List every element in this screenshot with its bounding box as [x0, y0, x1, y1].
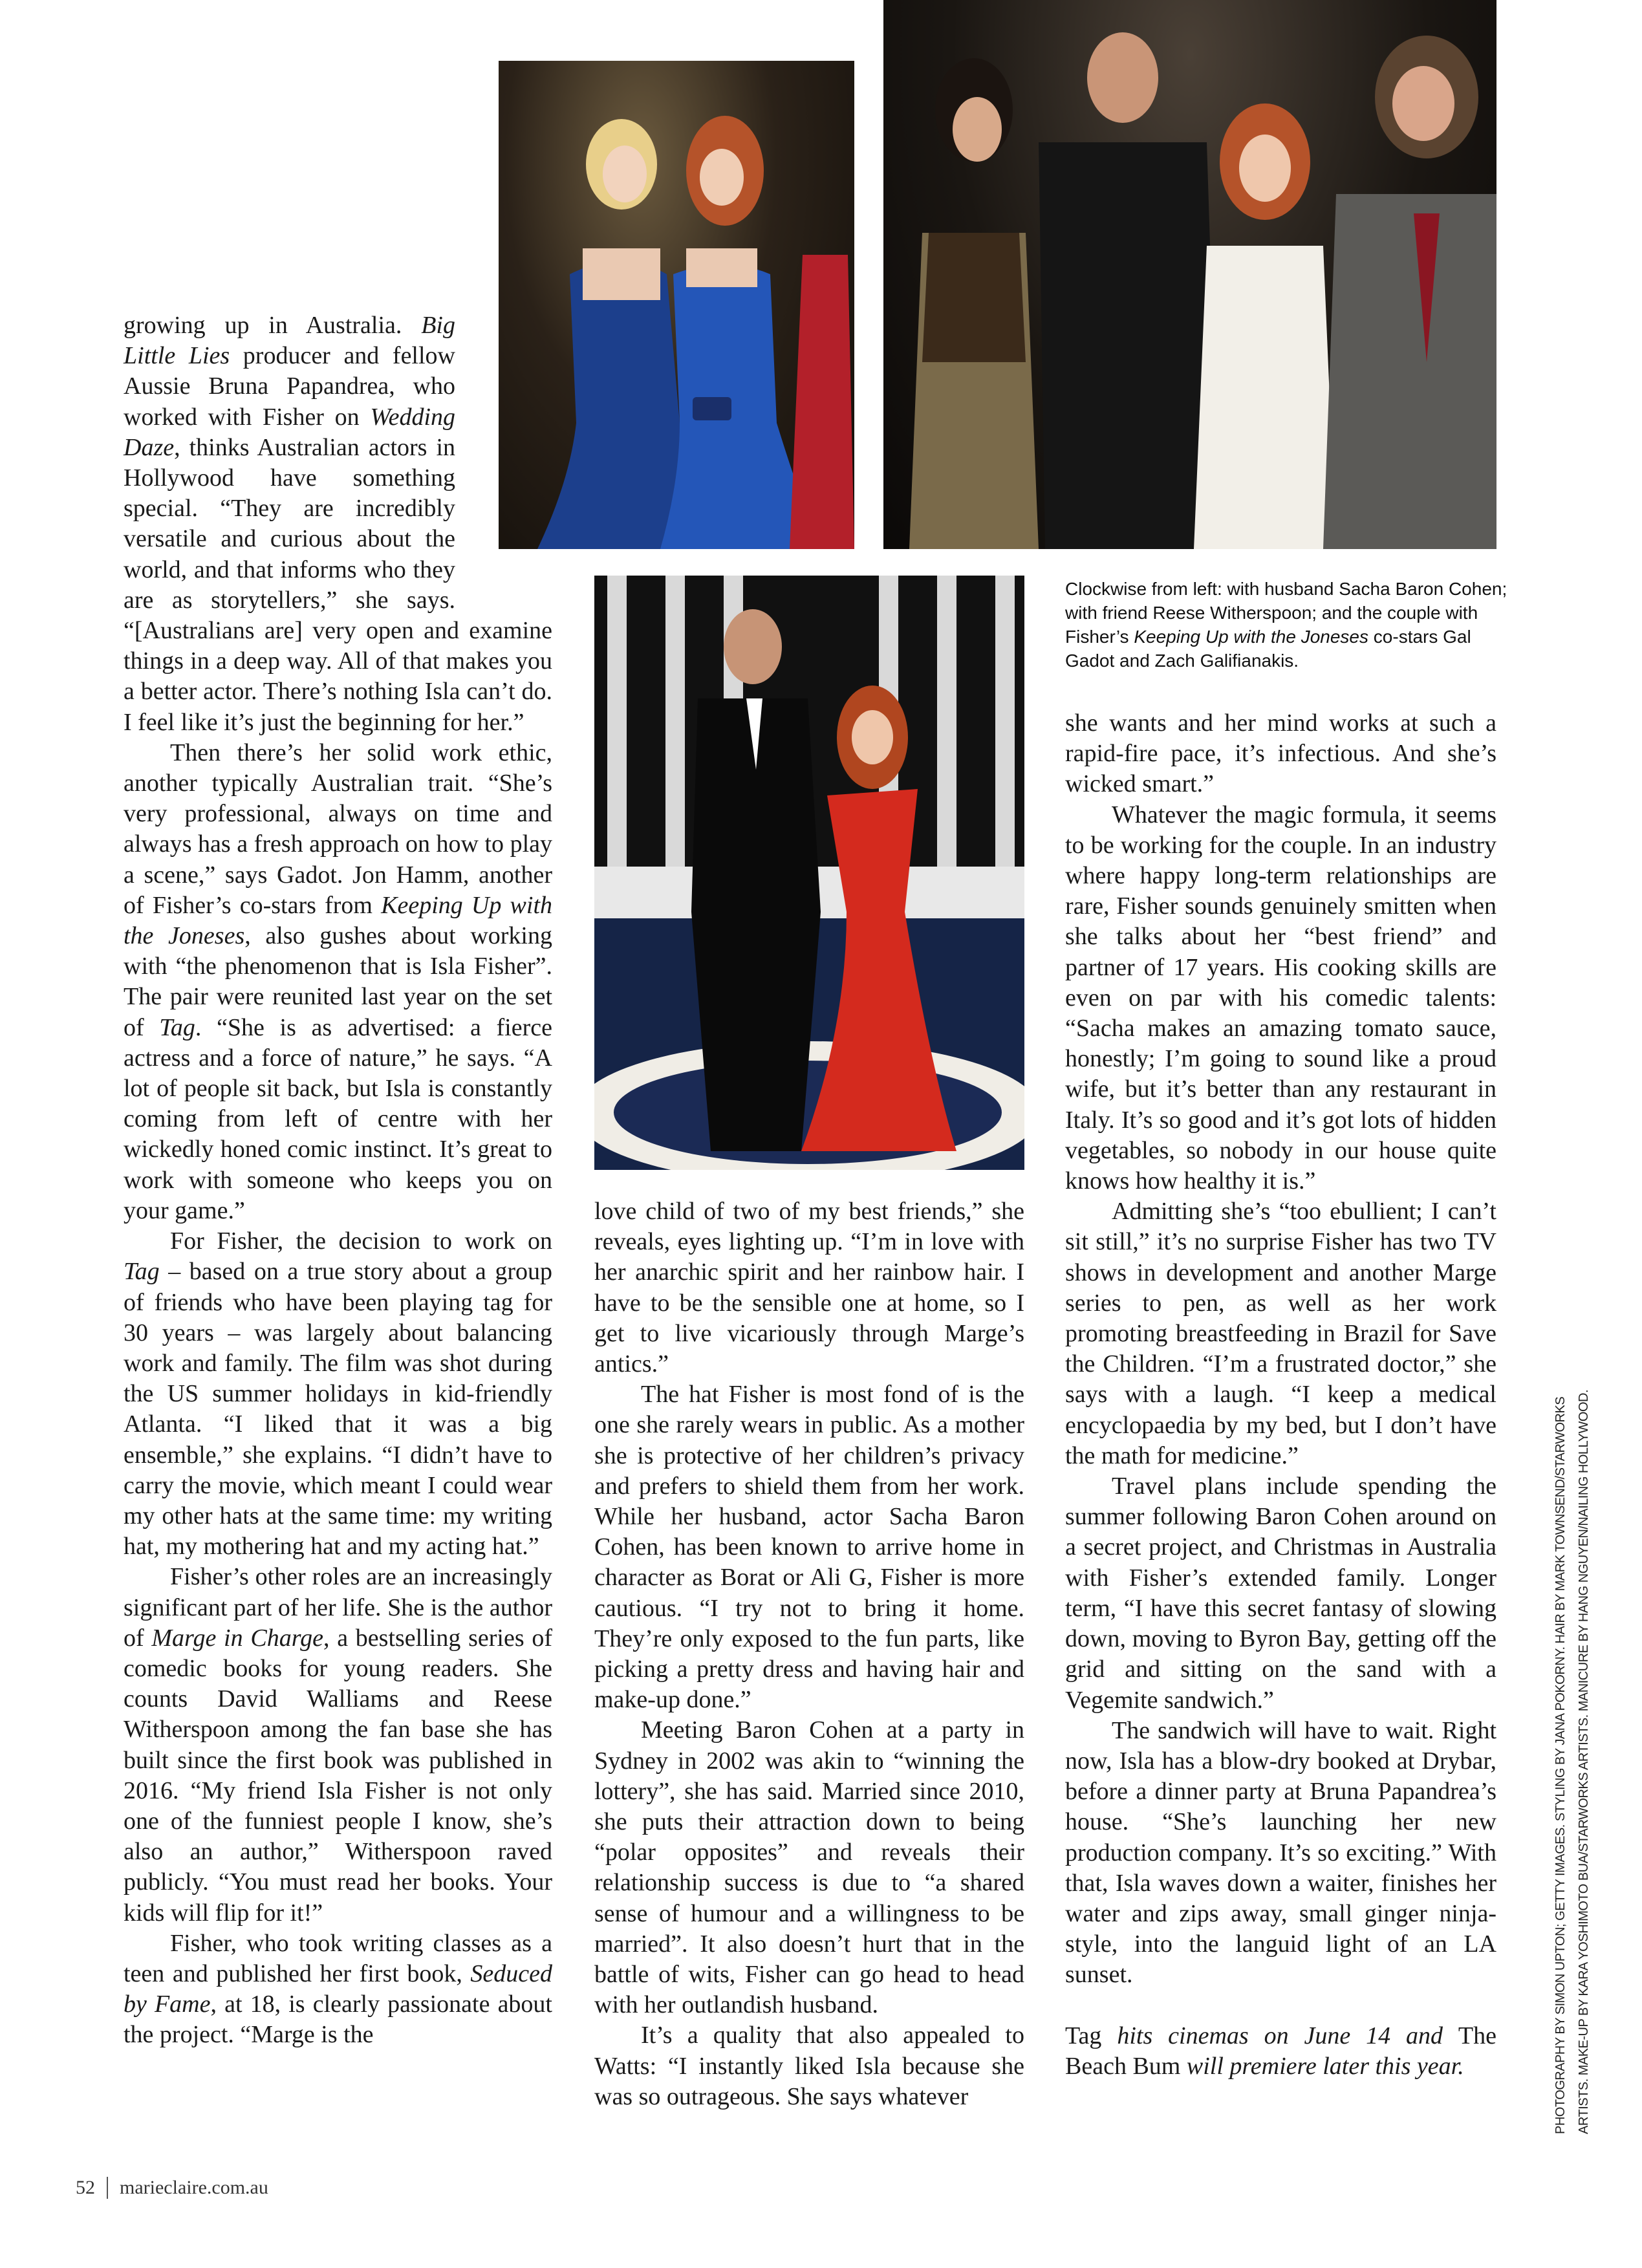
text-run: , a bestselling series of comedic books for young readers. She counts David Walliams and Reese Witherspoon among the fan base she has built since the first book was published in 2016. “My friend Isla Fisher is not only one of the funniest people I know, she’s also an author,” Witherspoon raved publicly. “You must read her books. Your kids will flip for it!” — [124, 1624, 553, 1927]
text-run: , at 18, is clearly passionate about the project. “Marge is the — [124, 1991, 552, 2049]
text-run: , thinks Australian actors in Hollywood have something special. “They are incredibly versatile and curious about the world, and that informs who they are as storytellers,” she says. “[Australians are] very open and examine things in a deep way. All of that makes you a better actor. There’s nothing Isla can’t do. I feel like it’s just the beginning for her.” — [124, 433, 552, 736]
text-run: For Fisher, the decision to work on — [170, 1227, 552, 1255]
photo-caption — [1065, 577, 1518, 673]
text-run: – based on a true story about a group of friends who have been playing tag for 30 years – was largely about balancing work and family. The film was shot during the US summer holidays in kid-friendly Atlanta. “I liked that it was a big ensemble,” she explains. “I didn’t have to carry the movie, which meant I could wear my other hats at the same time: my writing hat, my mothering hat and my acting hat.” — [124, 1258, 552, 1561]
text-run: Meeting Baron Cohen at a party in Sydney in 2002 was akin to “winning the lottery”, she has said. Married since 2010, she puts their attraction down to being “polar opposites” and reveals their relationship success is due to “a shared sense of humour and a willingness to be married”. It also doesn’t hurt that in the battle of wits, Fisher can go head to head with her outlandish husband. — [594, 1716, 1024, 2019]
text-run: she wants and her mind works at such a rapid-fire pace, it’s infectious. And she’s wicked smart.” — [1065, 709, 1496, 798]
italic-text: Marge in Charge — [151, 1624, 323, 1652]
text-run: co-stars Gal Gadot and Zach Galifianakis. — [1065, 627, 1471, 671]
article-column-2 — [594, 1196, 1024, 2112]
text-run: The hat Fisher is most fond of is the one she rarely wears in public. As a mother she is protective of her children’s privacy and prefers to shield them from her work. While her husband, actor Sacha Baron Cohen, has been known to arrive home in character as Borat or Ali G, Fisher is more cautious. “I try not to bring it home. They’re only exposed to the fun parts, like picking a pretty dress and having hair and make-up done.” — [594, 1381, 1024, 1714]
italic-text: will premiere later this year. — [1180, 2052, 1464, 2080]
text-run: . “She is as advertised: a fierce actress and a force of nature,” he says. “A lot of people sit back, but Isla is constantly coming from left of centre with her wickedly honed comic instinct. It’s great to work with someone who keeps you on your game.” — [124, 1013, 552, 1224]
photo-with-gal-gadot-and-zach-galifianakis — [883, 0, 1496, 549]
text-run: It’s a quality that also appealed to Watts: “I instantly liked Isla because she was so outrageous. She says whatever — [594, 2022, 1024, 2110]
article-paragraph — [124, 1562, 552, 1928]
photo-illustration — [594, 576, 1024, 1170]
site-url: marieclaire.com.au — [120, 2177, 268, 2198]
photo-with-sacha-baron-cohen — [594, 576, 1024, 1170]
article-paragraph — [594, 1379, 1024, 1715]
credits-line-1: PHOTOGRAPHY BY SIMON UPTON; GETTY IMAGES. STYLING BY JANA POKORNY. HAIR BY MARK TOWNSEND/STARWORKS — [1553, 1396, 1568, 2134]
article-paragraph — [1065, 800, 1496, 1197]
italic-text: Wedding Daze — [124, 403, 455, 461]
text-run: growing up in Australia. — [124, 312, 422, 339]
text-run: Tag — [1065, 2022, 1102, 2049]
article-paragraph — [124, 1928, 552, 2051]
article-paragraph — [594, 1196, 1024, 1379]
text-run: Fisher’s other roles are an increasingly significant part of her life. She is the author of — [124, 1563, 552, 1652]
text-run: , also gushes about working with “the phenomenon that is Isla Fisher”. The pair were reunited last year on the set of — [124, 922, 552, 1041]
footer-divider — [107, 2177, 108, 2199]
article-paragraph — [594, 1715, 1024, 2020]
text-run: love child of two of my best friends,” she reveals, eyes lighting up. “I’m in love with her anarchic spirit and her rainbow hair. I have to be the sensible one at home, so I get to live vicariously through Marge’s antics.” — [594, 1198, 1024, 1378]
italic-text: Seduced by Fame — [124, 1960, 552, 2018]
article-column-1 — [124, 310, 552, 2051]
article-paragraph — [1065, 1196, 1496, 1471]
page-footer — [76, 2177, 268, 2199]
article-column-3 — [1065, 708, 1496, 2082]
italic-text: Tag — [124, 1258, 160, 1286]
italic-text: Keeping Up with the Joneses — [124, 891, 552, 950]
credits-line-2: ARTISTS. MAKE-UP BY KARA YOSHIMOTO BUA/STARWORKS ARTISTS. MANICURE BY HANG NGUYEN/NAILING HOLLYWOOD. — [1577, 1390, 1591, 2134]
article-paragraph — [124, 1226, 552, 1562]
photo-illustration — [883, 0, 1496, 549]
text-run: Then there’s her solid work ethic, another typically Australian trait. “She’s very professional, always on time and always has a fresh approach on how to play a scene,” says Gadot. Jon Hamm, another of Fisher’s co-stars from — [124, 739, 552, 919]
page-number: 52 — [76, 2177, 95, 2198]
article-paragraph — [1065, 708, 1496, 800]
text-run: The sandwich will have to wait. Right now, Isla has a blow-dry booked at Drybar, before a dinner party at Bruna Papandrea’s house. “She’s launching her new production company. It’s so exciting.” With that, Isla waves down a waiter, finishes her water and zips away, small ginger ninja-style, into the languid light of an LA sunset. — [1065, 1716, 1496, 1989]
article-paragraph — [594, 2020, 1024, 2112]
text-run: Admitting she’s “too ebullient; I can’t sit still,” it’s no surprise Fisher has two TV shows in development and another Marge series to pen, as well as her work promoting breastfeeding in Brazil for Save the Children. “I’m a frustrated doctor,” she says with a laugh. “I keep a medical encyclopaedia by my bed, but I don’t have the math for medicine.” — [1065, 1198, 1496, 1469]
italic-text: Keeping Up with the Joneses — [1134, 627, 1369, 647]
article-paragraph — [124, 738, 552, 1226]
italic-text: hits cinemas on June 14 and — [1101, 2022, 1458, 2049]
article-paragraph — [1065, 2021, 1496, 2082]
photo-wrap-space — [455, 310, 552, 585]
text-run: Clockwise from left: with husband Sacha Baron Cohen; with friend Reese Witherspoon; and the couple with Fisher’s — [1065, 579, 1507, 647]
text-run: Whatever the magic formula, it seems to be working for the couple. In an industry where happy long-term relationships are rare, Fisher sounds genuinely smitten when she talks about her “best friend” and partner of 17 years. His cooking skills are even on par with his comedic talents: “Sacha makes an amazing tomato sauce, honestly; I’m going to sound like a proud wife, but it’s better than any restaurant in Italy. It’s so good and it’s got lots of hidden vegetables, so nobody in our house quite knows how healthy it is.” — [1065, 801, 1496, 1195]
text-run: producer and fellow Aussie Bruna Papandrea, who worked with Fisher on — [124, 342, 455, 431]
text-run: Fisher, who took writing classes as a teen and published her first book, — [124, 1929, 552, 1987]
text-run: The Beach Bum — [1065, 2022, 1496, 2080]
article-paragraph — [1065, 1471, 1496, 1716]
text-run: Travel plans include spending the summer following Baron Cohen around on a secret project, and Christmas in Australia with Fisher’s extended family. Longer term, “I have this secret fantasy of slowing down, moving to Byron Bay, getting off the grid and sitting on the sand with a Vegemite sandwich.” — [1065, 1473, 1496, 1714]
italic-text: Tag — [159, 1013, 195, 1041]
italic-text: Big Little Lies — [124, 312, 455, 370]
article-paragraph — [1065, 1716, 1496, 1991]
photo-credits — [1549, 1390, 1595, 2134]
